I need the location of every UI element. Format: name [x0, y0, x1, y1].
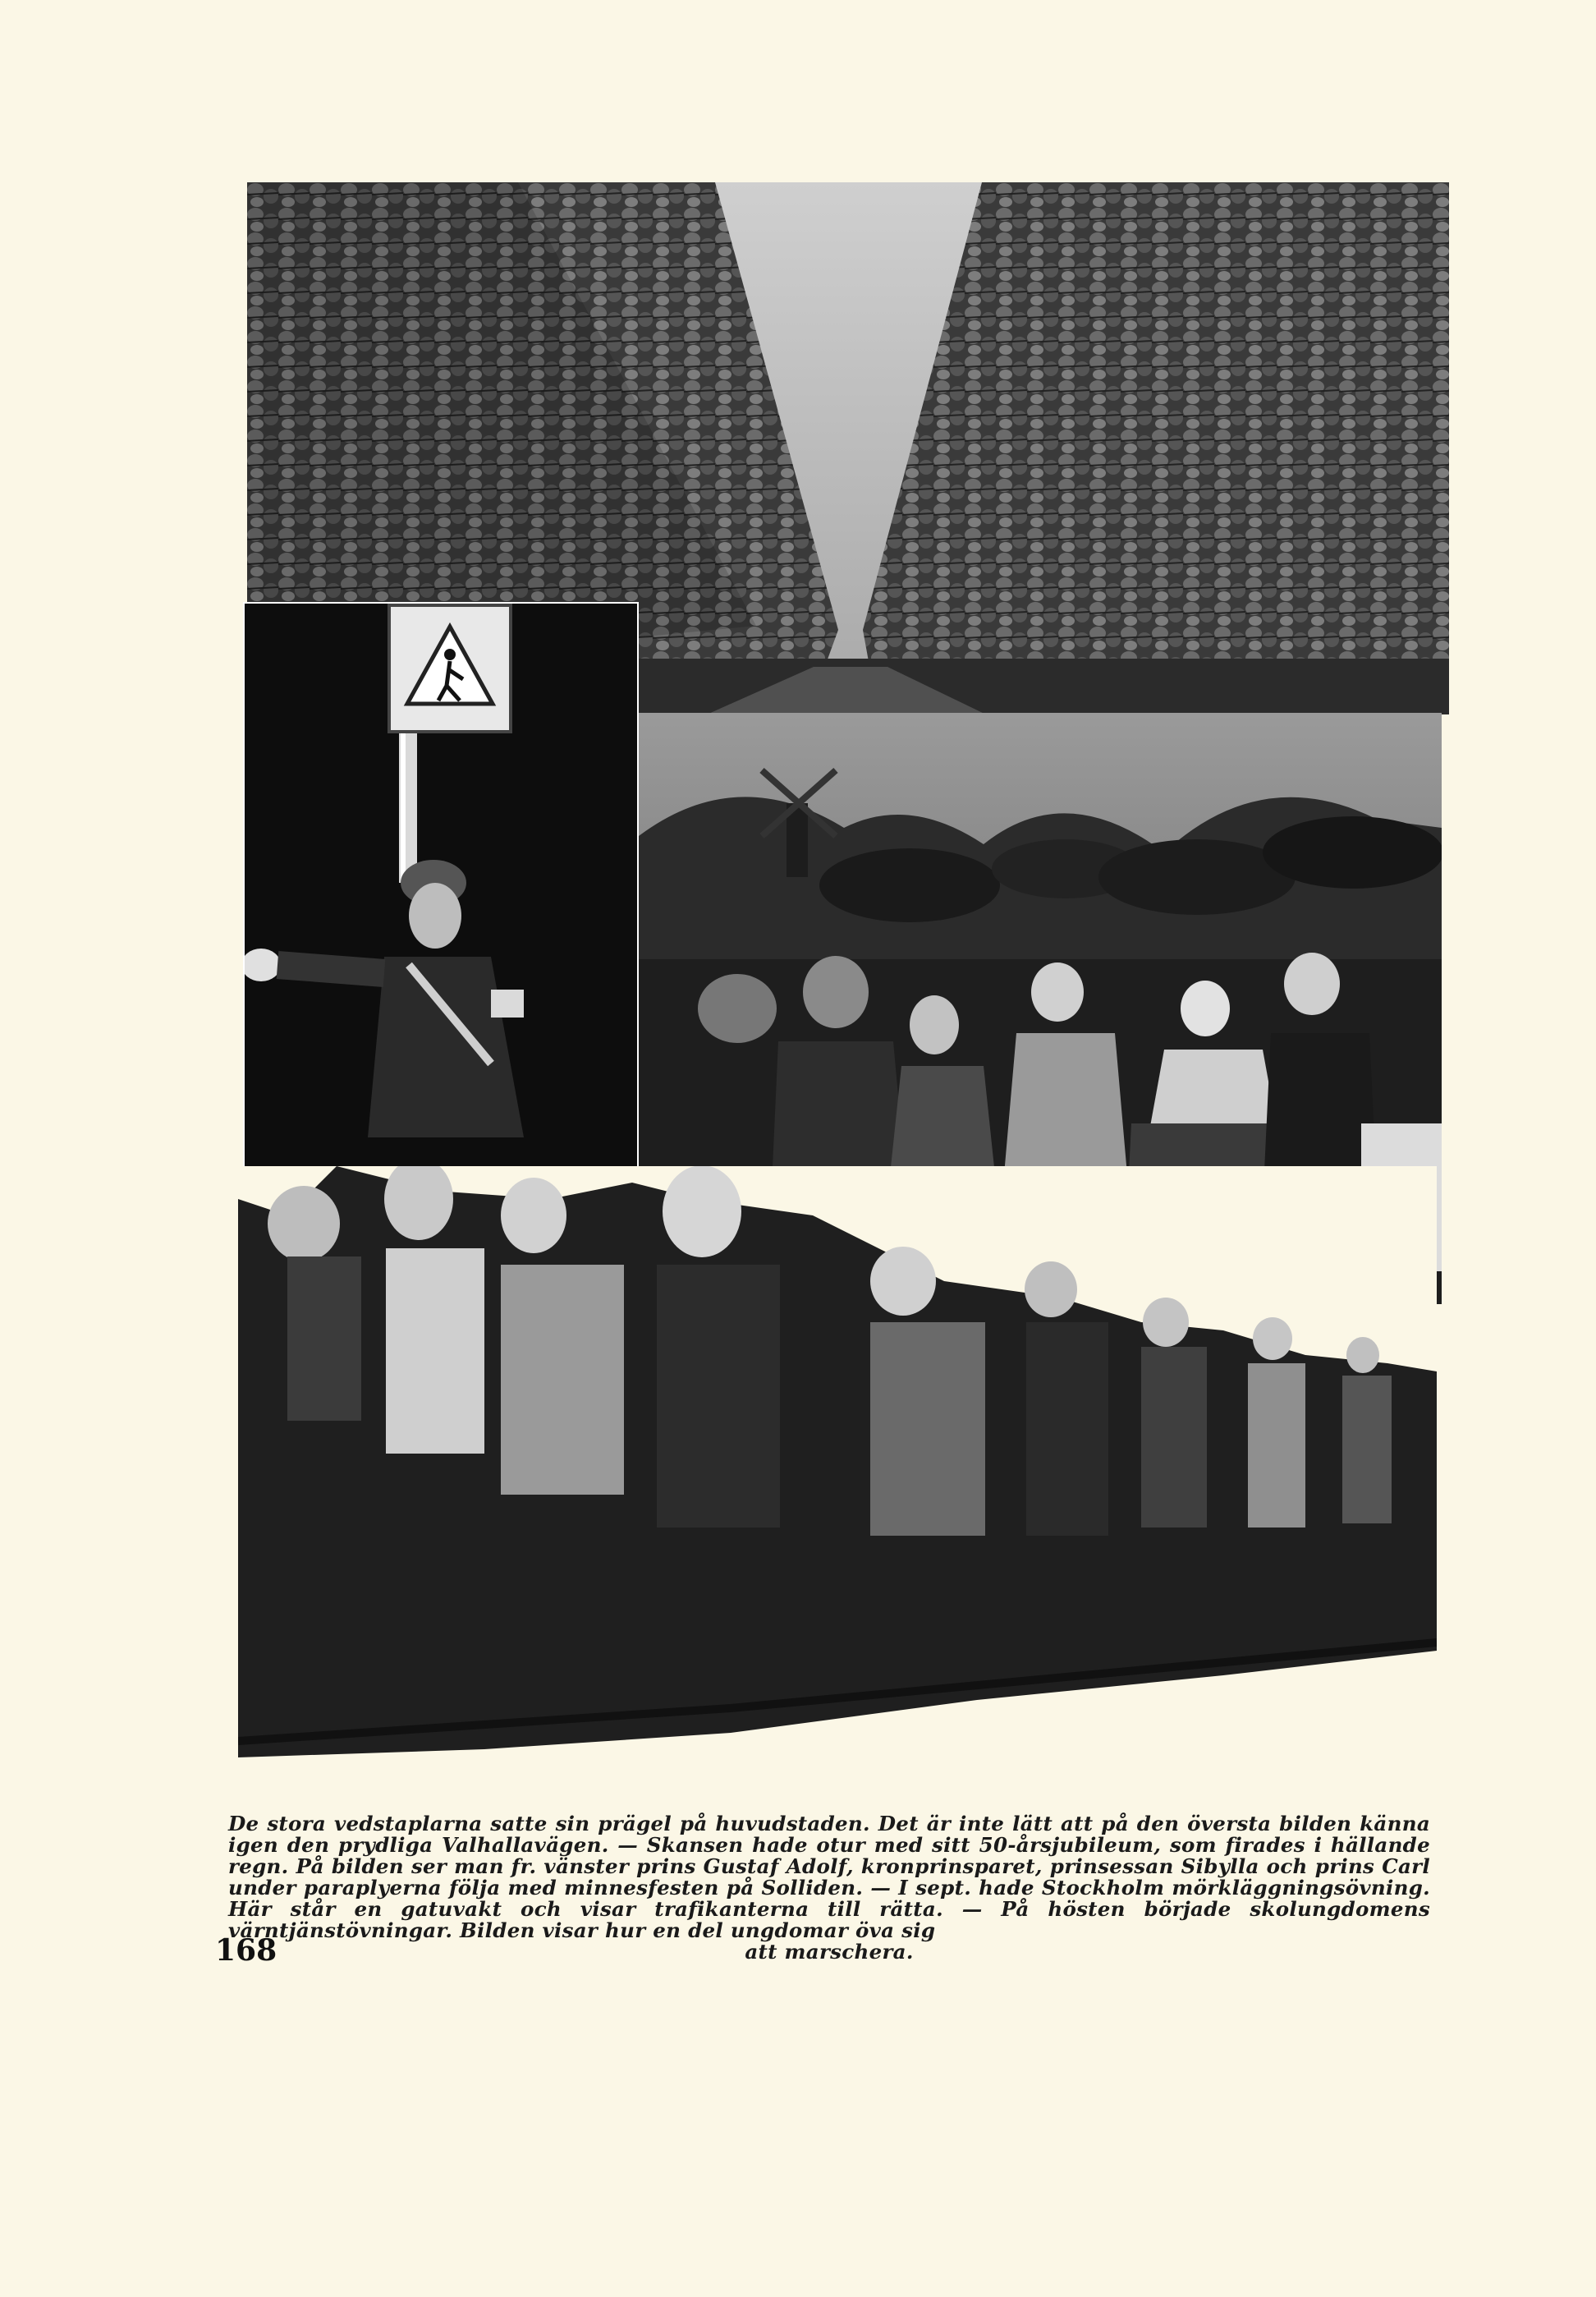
- caption-last-line: att marschera.: [745, 1940, 914, 1964]
- photo-caption: [228, 1813, 1430, 1963]
- marching-youths-photo: [238, 1166, 1437, 1766]
- traffic-warden-photo: [243, 602, 639, 1229]
- page-number: 168: [215, 1933, 277, 1968]
- caption-text: De stora vedstaplarna satte sin prägel på huvudstaden. Det är inte lätt att på den översta bilden känna igen den prydliga Valhallavägen. — Skansen hade otur med sitt 50-årsjubileum, som firades i hällande regn. På bilden ser man fr. vänster prins Gustaf Adolf, kronprinsparet, prinsessan Sibylla och prins Carl under paraplyerna följa med minnesfesten på Solliden. — I sept. hade Stockholm mörkläggningsövning. Här står en gatuvakt och visar trafikanterna till rätta. — På hösten började skolungdomens värntjänstövningar. Bilden visar hur en del ungdomar öva sig: [228, 1812, 1430, 1942]
